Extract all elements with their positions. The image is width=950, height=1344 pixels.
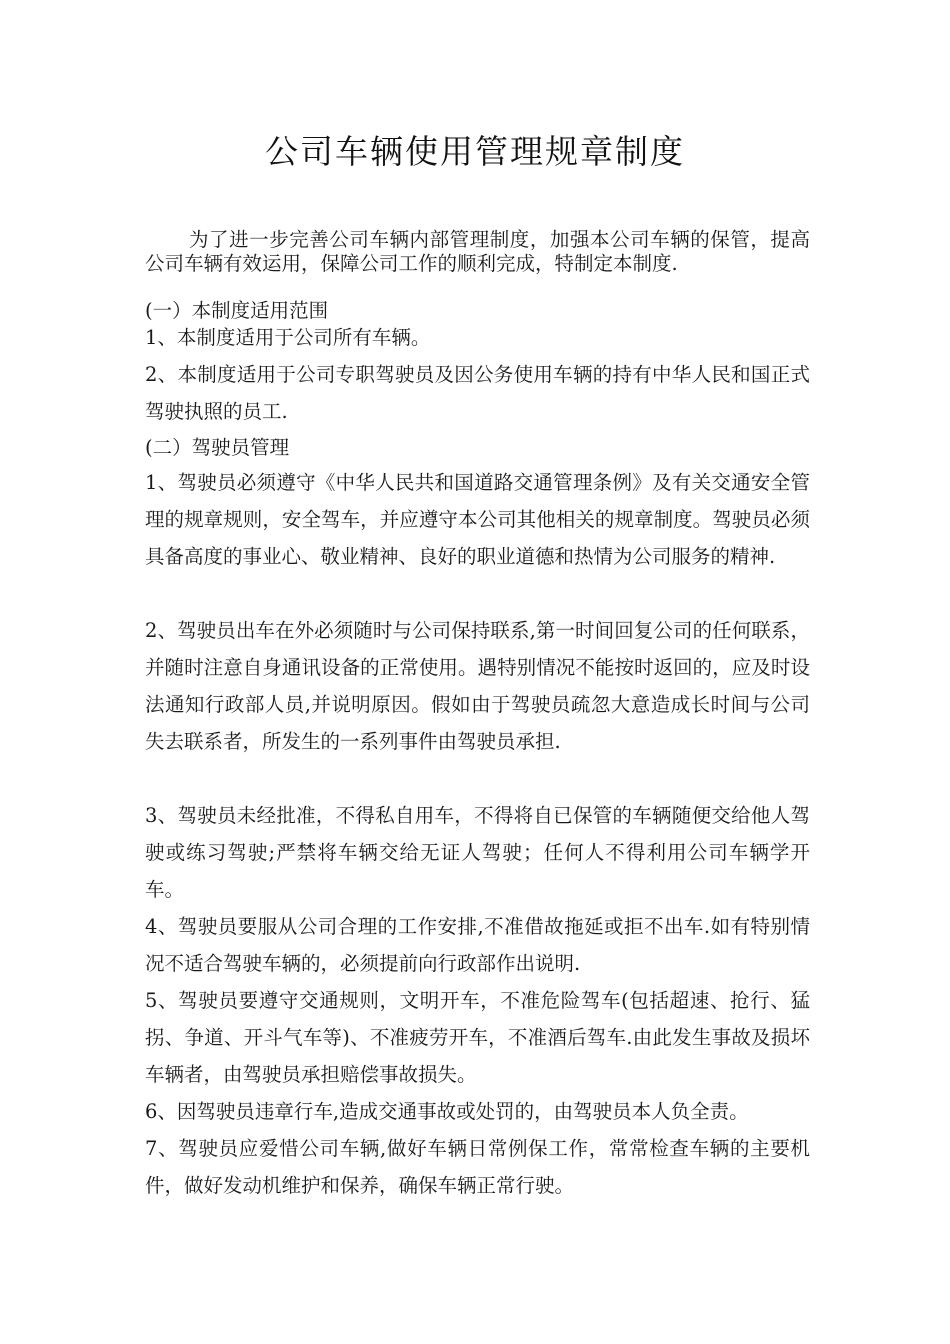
section-1-heading: (一）本制度适用范围 (145, 299, 329, 322)
section-2-item-1: 1、驾驶员必须遵守《中华人民共和国道路交通管理条例》及有关交通安全管理的规章规则，安全驾车，并应遵守本公司其他相关的规章制度。驾驶员必须具备高度的事业心、敬业精神、良好的职业道德和热情为公司服务的精神. (145, 471, 810, 568)
section-2-item-4: 4、驾驶员要服从公司合理的工作安排,不准借故拖延或拒不出车.如有特别情况不适合驾驶车辆的，必须提前向行政部作出说明. (145, 915, 810, 975)
section-2-item-2: 2、驾驶员出车在外必须随时与公司保持联系,第一时间回复公司的任何联系，并随时注意自身通讯设备的正常使用。遇特别情况不能按时返回的，应及时设法通知行政部人员,并说明原因。假如由于驾驶员疏忽大意造成长时间与公司失去联系者，所发生的一系列事件由驾驶员承担. (145, 619, 810, 753)
section-2-item-5: 5、驾驶员要遵守交通规则，文明开车，不准危险驾车(包括超速、抢行、猛拐、争道、开斗气车等)、不准疲劳开车，不准酒后驾车.由此发生事故及损坏车辆者，由驾驶员承担赔偿事故损失。 (145, 989, 810, 1086)
section-1-item-2: 2、本制度适用于公司专职驾驶员及因公务使用车辆的持有中华人民和国正式驾驶执照的员工. (145, 363, 810, 423)
section-2-heading: (二）驾驶员管理 (145, 436, 290, 459)
section-2-item-3: 3、驾驶员未经批准，不得私自用车，不得将自已保管的车辆随便交给他人驾驶或练习驾驶;严禁将车辆交给无证人驾驶；任何人不得利用公司车辆学开车。 (145, 804, 810, 901)
section-2-item-7: 7、驾驶员应爱惜公司车辆,做好车辆日常例保工作，常常检查车辆的主要机件，做好发动机维护和保养，确保车辆正常行驶。 (145, 1137, 810, 1197)
section-2-item-6: 6、因驾驶员违章行车,造成交通事故或处罚的，由驾驶员本人负全责。 (145, 1100, 749, 1123)
document-title: 公司车辆使用管理规章制度 (265, 132, 685, 171)
section-1-item-1: 1、本制度适用于公司所有车辆。 (145, 326, 431, 349)
intro-paragraph: 为了进一步完善公司车辆内部管理制度，加强本公司车辆的保管，提高公司车辆有效运用，保障公司工作的顺利完成，特制定本制度. (145, 228, 810, 275)
